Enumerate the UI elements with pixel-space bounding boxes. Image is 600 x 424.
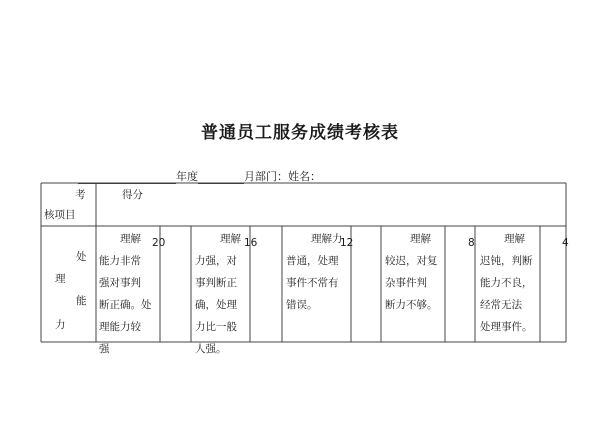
level-desc-line: 迟钝，判断 bbox=[480, 255, 533, 267]
level-desc-line: 理解 bbox=[504, 233, 525, 245]
level-desc-line: 较迟，对复 bbox=[385, 255, 438, 267]
level-desc-line: 普通，处理 bbox=[286, 255, 339, 267]
level-desc-line: 经常无法 bbox=[480, 299, 522, 311]
level-score: 16 bbox=[244, 237, 258, 249]
level-desc-line: 力比一般 bbox=[195, 321, 237, 333]
level-desc-line: 强对事判 bbox=[99, 277, 141, 289]
level-desc-line: 断力不够。 bbox=[385, 299, 438, 311]
level-desc-line: 力强，对 bbox=[195, 255, 237, 267]
item-char: 力 bbox=[55, 319, 66, 331]
level-desc-line: 强 bbox=[99, 343, 110, 355]
level-desc-line: 错误。 bbox=[286, 299, 318, 311]
level-desc-line: 理解 bbox=[220, 233, 241, 245]
level-desc-line: 理解 bbox=[410, 233, 431, 245]
level-desc-line: 理解力 bbox=[311, 233, 343, 245]
level-desc-line: 能力非常 bbox=[99, 255, 141, 267]
level-desc-line: 事判断正 bbox=[195, 277, 237, 289]
level-desc-line: 处理事件。 bbox=[480, 321, 533, 333]
year-label: 年度 bbox=[176, 170, 198, 183]
level-desc-line: 事件不常有 bbox=[286, 277, 339, 289]
level-desc-line: 断正确。处 bbox=[99, 299, 152, 311]
level-score: 12 bbox=[340, 237, 354, 249]
level-desc-line: 能力不良， bbox=[480, 277, 533, 289]
item-char: 能 bbox=[76, 295, 87, 307]
score-header-label: 得分 bbox=[122, 189, 143, 201]
item-header-label-1: 考 bbox=[75, 189, 86, 201]
item-char: 处 bbox=[76, 251, 87, 263]
page-title: 普通员工服务成绩考核表 bbox=[201, 123, 399, 143]
level-desc-line: 杂事件判 bbox=[385, 277, 427, 289]
level-score: 4 bbox=[562, 237, 569, 249]
level-desc-line: 理能力较 bbox=[99, 321, 141, 333]
level-score: 8 bbox=[468, 237, 475, 249]
level-desc-line: 理解 bbox=[120, 233, 141, 245]
header-info-line bbox=[78, 168, 321, 184]
level-score: 20 bbox=[152, 237, 166, 249]
level-desc-line: 人强。 bbox=[195, 343, 227, 355]
item-header-label-2: 核项目 bbox=[44, 209, 76, 221]
month-blank[interactable] bbox=[198, 172, 244, 184]
year-blank[interactable] bbox=[78, 172, 176, 184]
dept-name-label: 月部门：姓名： bbox=[244, 170, 321, 183]
item-char: 理 bbox=[55, 273, 66, 285]
level-desc-line: 确，处理 bbox=[195, 299, 237, 311]
